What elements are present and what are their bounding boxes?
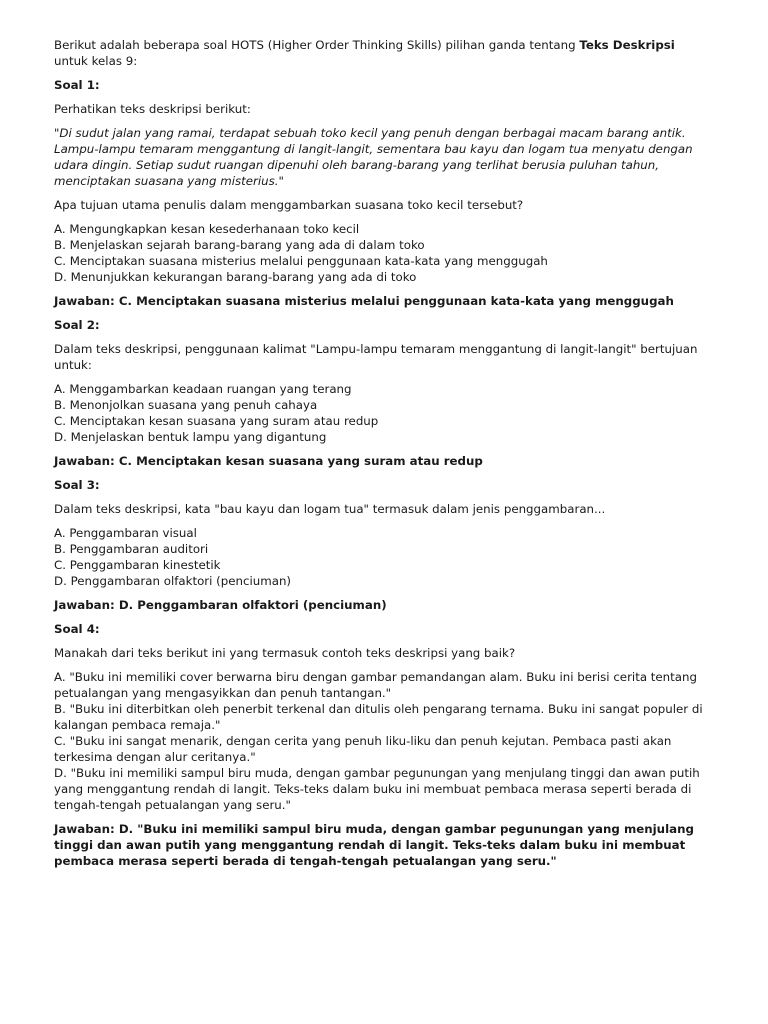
question-1-text: Apa tujuan utama penulis dalam menggambarkan suasana toko kecil tersebut? [54, 198, 524, 212]
question-2-label: Soal 2: [54, 318, 100, 332]
intro-text-before: Berikut adalah beberapa soal HOTS (Higher Order Thinking Skills) pilihan ganda tentang [54, 38, 580, 52]
question-4-option-c: C. "Buku ini sangat menarik, dengan cerita yang penuh liku-liku dan penuh kejutan. Pembaca pasti akan terkesima dengan alur ceritanya." [54, 734, 672, 764]
question-2-option-b: B. Menonjolkan suasana yang penuh cahaya [54, 398, 318, 412]
question-2-options [54, 381, 712, 445]
question-4-option-b: B. "Buku ini diterbitkan oleh penerbit terkenal dan ditulis oleh pengarang ternama. Buku ini sangat populer di kalangan pembaca remaja." [54, 702, 703, 732]
question-4-label: Soal 4: [54, 622, 100, 636]
question-4-option-a: A. "Buku ini memiliki cover berwarna biru dengan gambar pemandangan alam. Buku ini berisi cerita tentang petualangan yang mengasyikkan dan penuh tantangan." [54, 670, 697, 700]
question-3-options [54, 525, 712, 589]
question-2-option-c: C. Menciptakan kesan suasana yang suram atau redup [54, 414, 379, 428]
question-1-options [54, 221, 712, 285]
question-2-option-d: D. Menjelaskan bentuk lampu yang digantung [54, 430, 327, 444]
question-3-option-b: B. Penggambaran auditori [54, 542, 209, 556]
question-1-prompt: Perhatikan teks deskripsi berikut: [54, 102, 251, 116]
question-1-option-d: D. Menunjukkan kekurangan barang-barang yang ada di toko [54, 270, 417, 284]
question-1-option-b: B. Menjelaskan sejarah barang-barang yang ada di dalam toko [54, 238, 425, 252]
intro-paragraph [54, 37, 712, 69]
question-3-label: Soal 3: [54, 478, 100, 492]
intro-topic: Teks Deskripsi [579, 38, 675, 52]
question-1-answer: Jawaban: C. Menciptakan suasana misterius melalui penggunaan kata-kata yang menggugah [54, 294, 674, 308]
question-1-option-c: C. Menciptakan suasana misterius melalui penggunaan kata-kata yang menggugah [54, 254, 548, 268]
intro-text-after: untuk kelas 9: [54, 54, 138, 68]
question-4-answer: Jawaban: D. "Buku ini memiliki sampul biru muda, dengan gambar pegunungan yang menjulang tinggi dan awan putih yang menggantung rendah di langit. Teks-teks dalam buku ini membuat pembaca merasa seperti berada di tengah-tengah petualangan yang seru." [54, 822, 694, 868]
question-4-option-d: D. "Buku ini memiliki sampul biru muda, dengan gambar pegunungan yang menjulang tinggi dan awan putih yang menggantung rendah di langit. Teks-teks dalam buku ini membuat pembaca merasa seperti berada di tengah-tengah petualangan yang seru." [54, 766, 700, 812]
question-1-quote: "Di sudut jalan yang ramai, terdapat sebuah toko kecil yang penuh dengan berbagai macam barang antik. Lampu-lampu temaram menggantung di langit-langit, sementara bau kayu dan logam tua menyatu dengan udara dingin. Setiap sudut ruangan dipenuhi oleh barang-barang yang terlihat berusia puluhan tahun, menciptakan suasana yang misterius." [54, 126, 693, 188]
question-3-text: Dalam teks deskripsi, kata "bau kayu dan logam tua" termasuk dalam jenis penggambaran... [54, 502, 606, 516]
question-3-option-c: C. Penggambaran kinestetik [54, 558, 221, 572]
question-3-option-a: A. Penggambaran visual [54, 526, 197, 540]
question-2-option-a: A. Menggambarkan keadaan ruangan yang terang [54, 382, 352, 396]
question-3-answer: Jawaban: D. Penggambaran olfaktori (penciuman) [54, 598, 387, 612]
question-2-answer: Jawaban: C. Menciptakan kesan suasana yang suram atau redup [54, 454, 483, 468]
question-1-label: Soal 1: [54, 78, 100, 92]
question-2-text: Dalam teks deskripsi, penggunaan kalimat "Lampu-lampu temaram menggantung di langit-langit" bertujuan untuk: [54, 342, 698, 372]
question-1-option-a: A. Mengungkapkan kesan kesederhanaan toko kecil [54, 222, 360, 236]
question-4-text: Manakah dari teks berikut ini yang termasuk contoh teks deskripsi yang baik? [54, 646, 516, 660]
question-4-options [54, 669, 712, 813]
question-3-option-d: D. Penggambaran olfaktori (penciuman) [54, 574, 292, 588]
